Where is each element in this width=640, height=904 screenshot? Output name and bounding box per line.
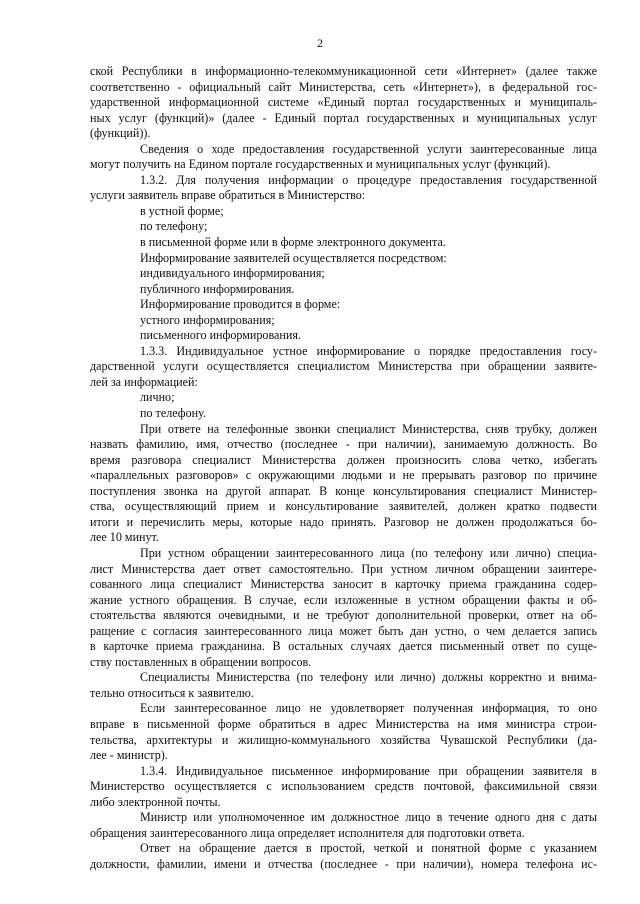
- text-line: в устной форме;: [140, 203, 224, 218]
- text-line: Сведения о ходе предоставления государственной услуги заинтересованные лица: [140, 141, 597, 156]
- text-line: публичного информирования.: [140, 281, 295, 296]
- text-line: Информирование заявителей осуществляется посредством:: [140, 250, 447, 265]
- text-line: ударственной информационной системе «Единый портал государственных и муниципаль-: [90, 95, 597, 110]
- text-line: сованного лица специалист Министерства заносит в карточку приема гражданина содер-: [90, 577, 597, 592]
- text-line: Министр или уполномоченное им должностное лицо в течение одного дня с даты: [140, 810, 597, 825]
- text-line: тельства, архитектуры и жилищно-коммунального хозяйства Чувашской Республики (да-: [90, 732, 597, 747]
- text-line: лично;: [140, 390, 175, 405]
- text-line: При ответе на телефонные звонки специалист Министерства, сняв трубку, должен: [140, 421, 597, 436]
- text-line: время разговора специалист Министерства должен произносить слова четко, избегать: [90, 452, 597, 467]
- text-line: Если заинтересованное лицо не удовлетворяет полученная информация, то оно: [140, 701, 597, 716]
- text-line: Специалисты Министерства (по телефону или лично) должны корректно и внима-: [140, 670, 597, 685]
- text-line: индивидуального информирования;: [140, 266, 325, 281]
- text-line: стоятельства являются очевидными, и не требуют дополнительной проверки, ответ на об-: [90, 608, 597, 623]
- text-line: ства, осуществляющий прием и консультирование заявителей, должен кратко подвести: [90, 499, 597, 514]
- text-line: 1.3.2. Для получения информации о процедуре предоставления государственной: [140, 172, 597, 187]
- text-line: (функций)).: [90, 126, 151, 141]
- text-line: Информирование проводится в форме:: [140, 297, 341, 312]
- text-line: «параллельных разговоров» с окружающими людьми и не прерывать разговор по причине: [90, 468, 597, 483]
- text-line: письменного информирования.: [140, 328, 301, 343]
- text-line: ращение с согласия заинтересованного лица может быть дан устно, о чем делается запись: [90, 623, 597, 638]
- text-line: При устном обращении заинтересованного лица (по телефону или лично) специа-: [140, 545, 597, 560]
- text-line: жание устного обращения. В случае, если изложенные в устном обращении факты и об-: [90, 592, 597, 607]
- text-line: лее 10 минут.: [90, 530, 159, 545]
- text-line: Министерство осуществляется с использованием средств почтовой, факсимильной связи: [90, 779, 597, 794]
- text-line: обращения заинтересованного лица определяет исполнителя для подготовки ответа.: [90, 825, 525, 840]
- text-line: ской Республики в информационно-телекоммуникационной сети «Интернет» (далее также: [90, 64, 597, 78]
- text-line: дарственной услуги осуществляется специалистом Министерства при обращении заявите-: [90, 359, 597, 374]
- text-line: 1.3.3. Индивидуальное устное информирование о порядке предоставления госу-: [140, 343, 597, 358]
- text-line: услуги заявитель вправе обратиться в Министерство:: [90, 188, 366, 203]
- text-line: соответственно - официальный сайт Министерства, сеть «Интернет»), в федеральной гос-: [90, 79, 597, 94]
- text-line: должности, фамилии, имени и отчества (последнее - при наличии), номера телефона ис-: [90, 856, 597, 871]
- text-line: могут получить на Едином портале государственных и муниципальных услуг (функций).: [90, 157, 551, 172]
- text-line: итоги и перечислить меры, которые надо принять. Разговор не должен продолжаться бо-: [90, 514, 597, 529]
- text-line: Ответ на обращение дается в простой, четкой и понятной форме с указанием: [140, 841, 597, 856]
- text-line: лее - министр).: [90, 748, 168, 763]
- text-line: поступления звонка на другой аппарат. В конце консультирования специалист Министер-: [90, 483, 597, 498]
- text-line: лей за информацией:: [90, 374, 198, 389]
- text-line: тельно относиться к заявителю.: [90, 685, 254, 700]
- text-line: ству поставленных в обращении вопросов.: [90, 654, 312, 669]
- page-number: 2: [317, 36, 323, 50]
- document-body: [90, 64, 597, 872]
- text-line: в карточке приема гражданина. В остальных случаях дается письменный ответ по суще-: [90, 639, 597, 654]
- text-line: ных услуг (функций)» (далее - Единый портал государственных и муниципальных услуг: [90, 110, 597, 125]
- text-line: назвать фамилию, имя, отчество (последнее - при наличии), занимаемую должность. Во: [90, 437, 597, 452]
- text-line: в письменной форме или в форме электронного документа.: [140, 235, 446, 250]
- text-line: устного информирования;: [140, 312, 275, 327]
- text-line: по телефону;: [140, 219, 208, 234]
- text-line: вправе в письменной форме обратиться в адрес Министерства на имя министра строи-: [90, 716, 597, 731]
- text-line: лист Министерства дает ответ самостоятельно. При устном личном обращении заинтере-: [90, 561, 597, 576]
- text-line: по телефону.: [140, 406, 206, 421]
- text-line: либо электронной почты.: [90, 794, 221, 809]
- text-line: 1.3.4. Индивидуальное письменное информирование при обращении заявителя в: [140, 763, 597, 778]
